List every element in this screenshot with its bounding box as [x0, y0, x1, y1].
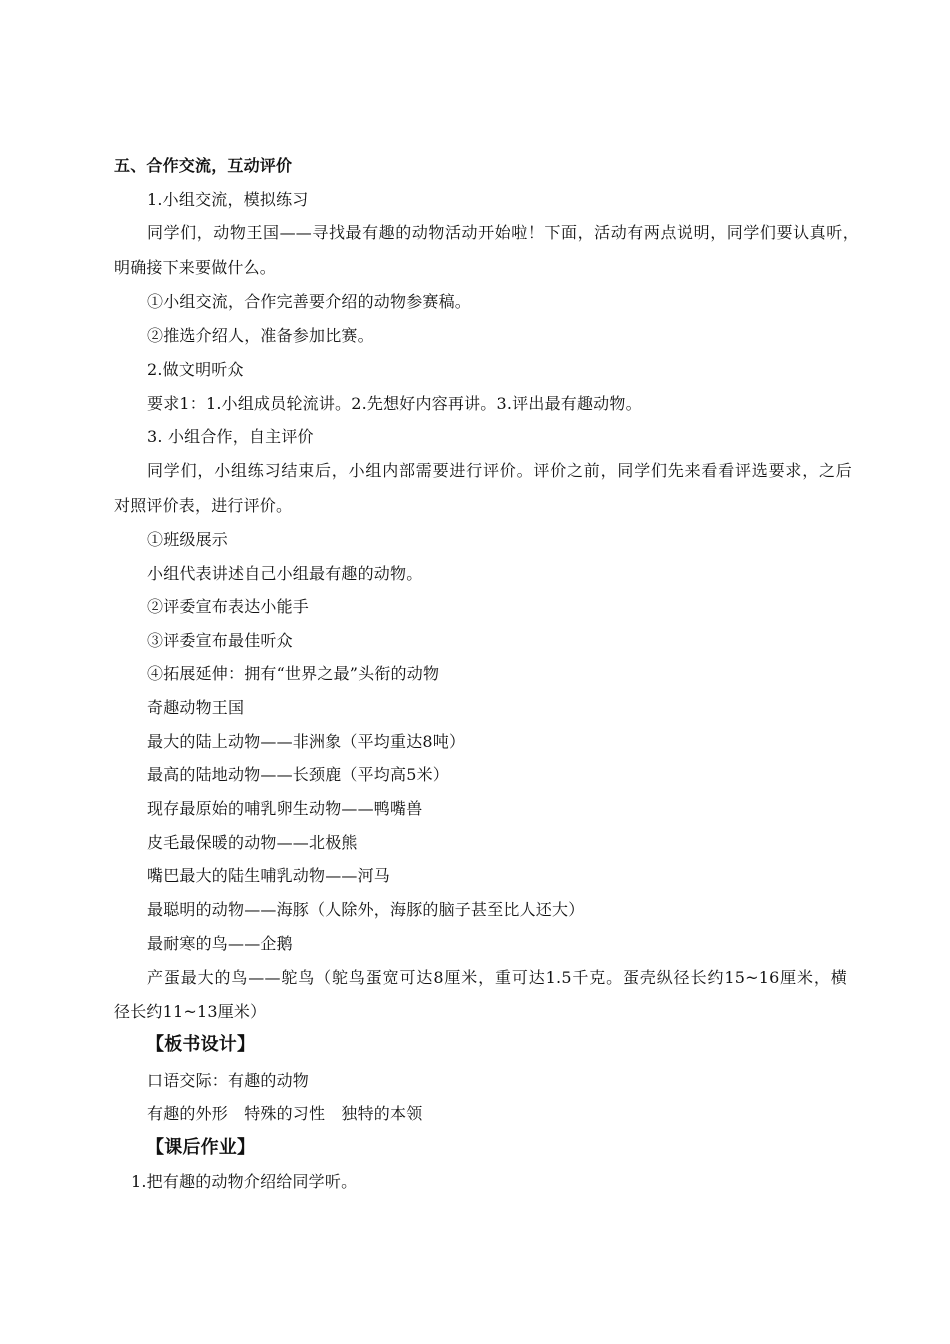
fact-item: 最耐寒的鸟——企鹅: [147, 934, 293, 953]
homework-item-1: 1.把有趣的动物介绍给同学听。: [131, 1172, 358, 1191]
fact-item: 最聪明的动物——海豚（人除外，海豚的脑子甚至比人还大）: [147, 900, 585, 919]
ostrich-fact-line-2: 径长约11~13厘米）: [114, 1002, 267, 1021]
fact-item: 嘴巴最大的陆生哺乳动物——河马: [147, 866, 391, 885]
paragraph-1-line-1: 同学们，动物王国——寻找最有趣的动物活动开始啦！下面，活动有两点说明，同学们要认真听，: [147, 223, 859, 242]
requirement-text: 要求1：1.小组成员轮流讲。2.先想好内容再讲。3.评出最有趣动物。: [147, 394, 642, 413]
show-item-1: ①班级展示: [147, 530, 229, 549]
board-line-1: 口语交际：有趣的动物: [147, 1071, 310, 1090]
fact-item: 最大的陆上动物——非洲象（平均重达8吨）: [147, 732, 466, 751]
section-heading: 五、合作交流，互动评价: [114, 156, 293, 175]
show-item-3: ③评委宣布最佳听众: [147, 631, 293, 650]
show-item-2: ②评委宣布表达小能手: [147, 597, 310, 616]
subheading-1: 1.小组交流，模拟练习: [147, 190, 309, 209]
fact-item: 现存最原始的哺乳卵生动物——鸭嘴兽: [147, 799, 423, 818]
show-item-4: ④拓展延伸：拥有“世界之最”头衔的动物: [147, 664, 440, 683]
show-item-1-desc: 小组代表讲述自己小组最有趣的动物。: [147, 564, 423, 583]
subheading-2: 2.做文明听众: [147, 360, 244, 379]
list-item-1: ①小组交流，合作完善要介绍的动物参赛稿。: [147, 292, 472, 311]
paragraph-1-line-2: 明确接下来要做什么。: [114, 258, 277, 277]
list-item-2: ②推选介绍人，准备参加比赛。: [147, 326, 374, 345]
paragraph-2-line-1: 同学们，小组练习结束后，小组内部需要进行评价。评价之前，同学们先来看看评选要求，之后: [147, 461, 852, 480]
subheading-3: 3. 小组合作，自主评价: [147, 427, 314, 446]
board-design-heading: 【板书设计】: [146, 1034, 256, 1055]
kingdom-title: 奇趣动物王国: [147, 698, 245, 717]
board-line-2: 有趣的外形 特殊的习性 独特的本领: [147, 1104, 423, 1123]
homework-heading: 【课后作业】: [146, 1137, 256, 1158]
fact-item: 皮毛最保暖的动物——北极熊: [147, 833, 358, 852]
ostrich-fact-line-1: 产蛋最大的鸟——鸵鸟（鸵鸟蛋宽可达8厘米，重可达1.5千克。蛋壳纵径长约15~16厘米，横: [147, 968, 847, 987]
paragraph-2-line-2: 对照评价表，进行评价。: [114, 496, 293, 515]
fact-item: 最高的陆地动物——长颈鹿（平均高5米）: [147, 765, 449, 784]
